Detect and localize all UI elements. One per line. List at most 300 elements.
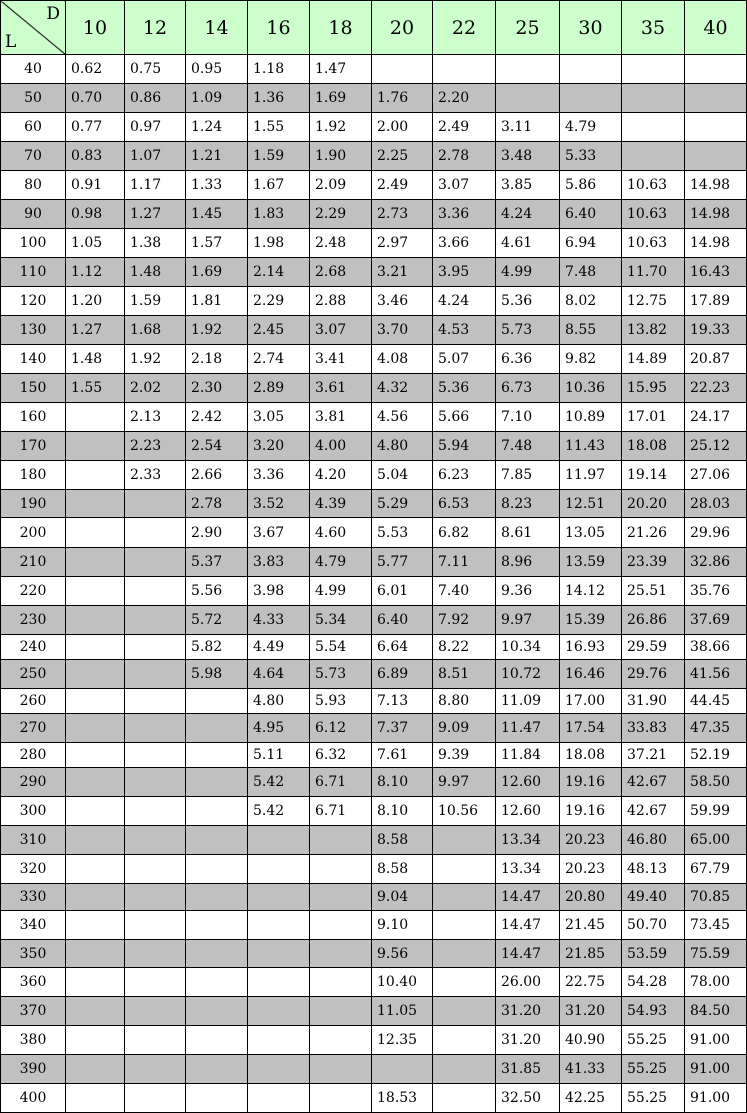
value-cell: 2.25 (372, 142, 433, 171)
row-length-cell: 80 (1, 171, 66, 200)
table-row (1, 113, 747, 142)
value-cell: 16.46 (560, 660, 622, 689)
value-cell (186, 743, 248, 768)
value-cell: 19.16 (560, 797, 622, 826)
value-cell: 5.53 (372, 518, 433, 548)
column-header: 16 (248, 1, 310, 55)
value-cell: 31.20 (560, 997, 622, 1026)
value-cell: 8.61 (496, 518, 560, 548)
value-cell: 42.25 (560, 1084, 622, 1113)
value-cell: 1.69 (186, 258, 248, 287)
value-cell: 1.07 (125, 142, 186, 171)
value-cell: 4.79 (310, 548, 372, 577)
value-cell: 4.39 (310, 490, 372, 518)
value-cell (66, 1084, 125, 1113)
value-cell: 41.56 (685, 660, 747, 689)
value-cell: 13.59 (560, 548, 622, 577)
value-cell: 10.63 (622, 200, 685, 229)
value-cell: 2.29 (310, 200, 372, 229)
value-cell: 31.90 (622, 689, 685, 714)
value-cell: 10.40 (372, 968, 433, 997)
value-cell: 17.54 (560, 714, 622, 743)
value-cell: 7.40 (433, 577, 496, 606)
value-cell: 6.12 (310, 714, 372, 743)
table-row (1, 548, 747, 577)
table-row (1, 1055, 747, 1084)
value-cell: 1.33 (186, 171, 248, 200)
value-cell (125, 490, 186, 518)
value-cell (125, 911, 186, 940)
value-cell: 59.99 (685, 797, 747, 826)
column-header: 20 (372, 1, 433, 55)
value-cell: 8.02 (560, 287, 622, 316)
value-cell (685, 142, 747, 171)
column-header: 14 (186, 1, 248, 55)
value-cell: 2.29 (248, 287, 310, 316)
value-cell: 1.24 (186, 113, 248, 142)
value-cell: 15.39 (560, 606, 622, 635)
value-cell: 2.78 (433, 142, 496, 171)
value-cell: 2.78 (186, 490, 248, 518)
value-cell: 47.35 (685, 714, 747, 743)
value-cell: 19.33 (685, 316, 747, 345)
row-length-cell: 70 (1, 142, 66, 171)
value-cell (125, 743, 186, 768)
value-cell: 53.59 (622, 940, 685, 968)
value-cell: 8.80 (433, 689, 496, 714)
value-cell: 4.79 (560, 113, 622, 142)
value-cell: 12.35 (372, 1026, 433, 1055)
value-cell (186, 1055, 248, 1084)
value-cell (433, 826, 496, 855)
value-cell (560, 55, 622, 84)
table-row (1, 432, 747, 461)
corner-cell (1, 1, 66, 55)
row-length-cell: 90 (1, 200, 66, 229)
value-cell (125, 548, 186, 577)
row-length-cell: 170 (1, 432, 66, 461)
value-cell: 9.82 (560, 345, 622, 374)
value-cell (66, 997, 125, 1026)
value-cell (310, 1055, 372, 1084)
value-cell: 20.23 (560, 855, 622, 884)
value-cell: 9.09 (433, 714, 496, 743)
value-cell: 4.24 (433, 287, 496, 316)
value-cell: 46.80 (622, 826, 685, 855)
value-cell: 75.59 (685, 940, 747, 968)
row-length-cell: 50 (1, 84, 66, 113)
row-length-cell: 400 (1, 1084, 66, 1113)
value-cell (186, 968, 248, 997)
value-cell: 3.11 (496, 113, 560, 142)
value-cell: 26.00 (496, 968, 560, 997)
table-row (1, 1084, 747, 1113)
value-cell: 4.64 (248, 660, 310, 689)
value-cell (433, 1026, 496, 1055)
value-cell: 5.33 (560, 142, 622, 171)
row-length-cell: 40 (1, 55, 66, 84)
value-cell: 4.49 (248, 635, 310, 660)
value-cell: 4.80 (248, 689, 310, 714)
value-cell: 14.98 (685, 171, 747, 200)
value-cell (66, 714, 125, 743)
value-cell: 11.97 (560, 461, 622, 490)
row-length-cell: 180 (1, 461, 66, 490)
value-cell: 49.40 (622, 884, 685, 911)
value-cell (248, 855, 310, 884)
value-cell: 20.80 (560, 884, 622, 911)
value-cell: 7.61 (372, 743, 433, 768)
value-cell (125, 797, 186, 826)
value-cell: 8.10 (372, 768, 433, 797)
value-cell: 21.85 (560, 940, 622, 968)
value-cell: 8.22 (433, 635, 496, 660)
row-length-cell: 110 (1, 258, 66, 287)
row-length-cell: 220 (1, 577, 66, 606)
value-cell: 7.10 (496, 403, 560, 432)
value-cell: 14.98 (685, 200, 747, 229)
value-cell: 4.56 (372, 403, 433, 432)
table-row (1, 797, 747, 826)
column-header: 18 (310, 1, 372, 55)
header-row (1, 1, 747, 55)
value-cell: 1.59 (248, 142, 310, 171)
value-cell: 2.54 (186, 432, 248, 461)
row-length-cell: 320 (1, 855, 66, 884)
value-cell: 20.20 (622, 490, 685, 518)
table-row (1, 911, 747, 940)
value-cell: 14.47 (496, 884, 560, 911)
value-cell: 3.83 (248, 548, 310, 577)
value-cell: 1.55 (248, 113, 310, 142)
table-row (1, 855, 747, 884)
value-cell: 1.81 (186, 287, 248, 316)
value-cell: 65.00 (685, 826, 747, 855)
value-cell (125, 884, 186, 911)
value-cell: 6.94 (560, 229, 622, 258)
value-cell: 6.40 (560, 200, 622, 229)
value-cell (186, 689, 248, 714)
value-cell: 29.59 (622, 635, 685, 660)
value-cell: 1.12 (66, 258, 125, 287)
value-cell: 21.45 (560, 911, 622, 940)
value-cell: 4.08 (372, 345, 433, 374)
value-cell (310, 884, 372, 911)
value-cell: 25.51 (622, 577, 685, 606)
value-cell: 2.02 (125, 374, 186, 403)
value-cell: 9.10 (372, 911, 433, 940)
value-cell (186, 997, 248, 1026)
value-cell (372, 55, 433, 84)
value-cell: 10.63 (622, 171, 685, 200)
row-length-cell: 380 (1, 1026, 66, 1055)
value-cell: 6.40 (372, 606, 433, 635)
value-cell (310, 940, 372, 968)
value-cell: 2.13 (125, 403, 186, 432)
value-cell (66, 940, 125, 968)
value-cell: 11.84 (496, 743, 560, 768)
value-cell: 12.51 (560, 490, 622, 518)
value-cell: 9.04 (372, 884, 433, 911)
value-cell: 2.68 (310, 258, 372, 287)
value-cell: 3.61 (310, 374, 372, 403)
column-header: 35 (622, 1, 685, 55)
table-row (1, 940, 747, 968)
value-cell: 52.19 (685, 743, 747, 768)
value-cell: 17.00 (560, 689, 622, 714)
value-cell: 19.14 (622, 461, 685, 490)
value-cell: 1.59 (125, 287, 186, 316)
value-cell: 5.73 (496, 316, 560, 345)
row-length-cell: 210 (1, 548, 66, 577)
value-cell: 42.67 (622, 797, 685, 826)
value-cell (66, 1026, 125, 1055)
value-cell: 10.89 (560, 403, 622, 432)
value-cell: 1.05 (66, 229, 125, 258)
value-cell: 7.11 (433, 548, 496, 577)
value-cell (496, 84, 560, 113)
value-cell: 1.55 (66, 374, 125, 403)
value-cell (685, 84, 747, 113)
row-length-cell: 390 (1, 1055, 66, 1084)
value-cell: 10.56 (433, 797, 496, 826)
value-cell: 9.39 (433, 743, 496, 768)
value-cell: 3.48 (496, 142, 560, 171)
value-cell: 10.34 (496, 635, 560, 660)
value-cell (685, 55, 747, 84)
value-cell: 1.38 (125, 229, 186, 258)
value-cell: 12.75 (622, 287, 685, 316)
value-cell: 44.45 (685, 689, 747, 714)
table-row (1, 518, 747, 548)
value-cell: 5.04 (372, 461, 433, 490)
value-cell (66, 768, 125, 797)
value-cell: 12.60 (496, 797, 560, 826)
value-cell: 6.64 (372, 635, 433, 660)
value-cell: 91.00 (685, 1055, 747, 1084)
row-length-cell: 250 (1, 660, 66, 689)
value-cell (66, 660, 125, 689)
value-cell: 2.88 (310, 287, 372, 316)
table-row (1, 461, 747, 490)
value-cell: 5.98 (186, 660, 248, 689)
value-cell: 0.83 (66, 142, 125, 171)
value-cell: 2.48 (310, 229, 372, 258)
row-length-cell: 200 (1, 518, 66, 548)
table-row (1, 635, 747, 660)
value-cell: 0.97 (125, 113, 186, 142)
value-cell: 54.93 (622, 997, 685, 1026)
value-cell (66, 911, 125, 940)
value-cell: 55.25 (622, 1084, 685, 1113)
value-cell (66, 855, 125, 884)
value-cell: 1.83 (248, 200, 310, 229)
value-cell (248, 997, 310, 1026)
value-cell (125, 714, 186, 743)
value-cell (125, 940, 186, 968)
value-cell: 67.79 (685, 855, 747, 884)
value-cell: 2.42 (186, 403, 248, 432)
value-cell (125, 826, 186, 855)
value-cell: 2.18 (186, 345, 248, 374)
value-cell: 15.95 (622, 374, 685, 403)
corner-label-d: D (46, 4, 60, 24)
value-cell: 3.70 (372, 316, 433, 345)
value-cell: 70.85 (685, 884, 747, 911)
value-cell: 4.00 (310, 432, 372, 461)
row-length-cell: 340 (1, 911, 66, 940)
value-cell: 6.32 (310, 743, 372, 768)
table-row (1, 84, 747, 113)
value-cell: 2.20 (433, 84, 496, 113)
value-cell: 1.27 (125, 200, 186, 229)
value-cell: 16.43 (685, 258, 747, 287)
value-cell: 5.36 (433, 374, 496, 403)
value-cell: 3.41 (310, 345, 372, 374)
column-header: 25 (496, 1, 560, 55)
value-cell: 8.96 (496, 548, 560, 577)
value-cell: 17.01 (622, 403, 685, 432)
value-cell: 1.21 (186, 142, 248, 171)
value-cell: 11.09 (496, 689, 560, 714)
value-cell: 2.23 (125, 432, 186, 461)
value-cell: 31.20 (496, 1026, 560, 1055)
value-cell (310, 855, 372, 884)
value-cell: 78.00 (685, 968, 747, 997)
value-cell: 18.08 (560, 743, 622, 768)
value-cell: 2.73 (372, 200, 433, 229)
value-cell: 11.47 (496, 714, 560, 743)
value-cell: 3.85 (496, 171, 560, 200)
value-cell: 3.07 (433, 171, 496, 200)
value-cell: 1.90 (310, 142, 372, 171)
table-row (1, 403, 747, 432)
value-cell: 50.70 (622, 911, 685, 940)
value-cell: 19.16 (560, 768, 622, 797)
value-cell (125, 689, 186, 714)
table-row (1, 200, 747, 229)
value-cell: 11.70 (622, 258, 685, 287)
value-cell: 37.69 (685, 606, 747, 635)
value-cell: 3.66 (433, 229, 496, 258)
value-cell (186, 797, 248, 826)
value-cell: 5.29 (372, 490, 433, 518)
value-cell: 12.60 (496, 768, 560, 797)
value-cell: 7.48 (560, 258, 622, 287)
value-cell: 91.00 (685, 1026, 747, 1055)
value-cell: 23.39 (622, 548, 685, 577)
table-row (1, 287, 747, 316)
value-cell (248, 1084, 310, 1113)
value-cell: 13.82 (622, 316, 685, 345)
value-cell (248, 968, 310, 997)
value-cell (125, 997, 186, 1026)
value-cell: 1.17 (125, 171, 186, 200)
value-cell (66, 797, 125, 826)
value-cell: 9.97 (433, 768, 496, 797)
value-cell: 14.12 (560, 577, 622, 606)
table-row (1, 171, 747, 200)
value-cell: 7.85 (496, 461, 560, 490)
value-cell (66, 606, 125, 635)
value-cell (560, 84, 622, 113)
value-cell (186, 768, 248, 797)
value-cell: 9.36 (496, 577, 560, 606)
value-cell: 5.37 (186, 548, 248, 577)
value-cell: 3.36 (248, 461, 310, 490)
value-cell (310, 968, 372, 997)
value-cell: 29.96 (685, 518, 747, 548)
value-cell: 24.17 (685, 403, 747, 432)
value-cell: 3.36 (433, 200, 496, 229)
value-cell: 38.66 (685, 635, 747, 660)
row-length-cell: 140 (1, 345, 66, 374)
value-cell: 31.20 (496, 997, 560, 1026)
value-cell: 6.71 (310, 768, 372, 797)
value-cell: 1.76 (372, 84, 433, 113)
value-cell: 40.90 (560, 1026, 622, 1055)
value-cell: 5.94 (433, 432, 496, 461)
table-body (1, 55, 747, 1113)
value-cell: 0.62 (66, 55, 125, 84)
value-cell (186, 826, 248, 855)
value-cell (186, 1084, 248, 1113)
value-cell: 6.82 (433, 518, 496, 548)
row-length-cell: 120 (1, 287, 66, 316)
row-length-cell: 310 (1, 826, 66, 855)
column-header: 10 (66, 1, 125, 55)
table-row (1, 258, 747, 287)
value-cell: 5.93 (310, 689, 372, 714)
value-cell (125, 1026, 186, 1055)
value-cell: 5.72 (186, 606, 248, 635)
value-cell: 11.43 (560, 432, 622, 461)
value-cell: 6.01 (372, 577, 433, 606)
value-cell: 1.48 (125, 258, 186, 287)
value-cell: 4.60 (310, 518, 372, 548)
value-cell: 7.37 (372, 714, 433, 743)
row-length-cell: 130 (1, 316, 66, 345)
value-cell: 3.81 (310, 403, 372, 432)
value-cell: 8.23 (496, 490, 560, 518)
value-cell: 1.92 (186, 316, 248, 345)
value-cell (248, 884, 310, 911)
value-cell: 5.73 (310, 660, 372, 689)
value-cell (433, 884, 496, 911)
value-cell: 5.42 (248, 768, 310, 797)
value-cell: 4.53 (433, 316, 496, 345)
value-cell: 6.53 (433, 490, 496, 518)
value-cell: 0.95 (186, 55, 248, 84)
value-cell: 22.75 (560, 968, 622, 997)
value-cell: 5.36 (496, 287, 560, 316)
value-cell: 8.58 (372, 855, 433, 884)
value-cell (186, 911, 248, 940)
value-cell: 13.34 (496, 826, 560, 855)
value-cell: 21.26 (622, 518, 685, 548)
value-cell: 41.33 (560, 1055, 622, 1084)
value-cell (433, 855, 496, 884)
value-cell: 6.73 (496, 374, 560, 403)
value-cell: 16.93 (560, 635, 622, 660)
value-cell: 3.46 (372, 287, 433, 316)
value-cell: 2.49 (372, 171, 433, 200)
value-cell: 2.90 (186, 518, 248, 548)
value-cell (310, 911, 372, 940)
value-cell (125, 577, 186, 606)
value-cell: 5.34 (310, 606, 372, 635)
value-cell: 48.13 (622, 855, 685, 884)
